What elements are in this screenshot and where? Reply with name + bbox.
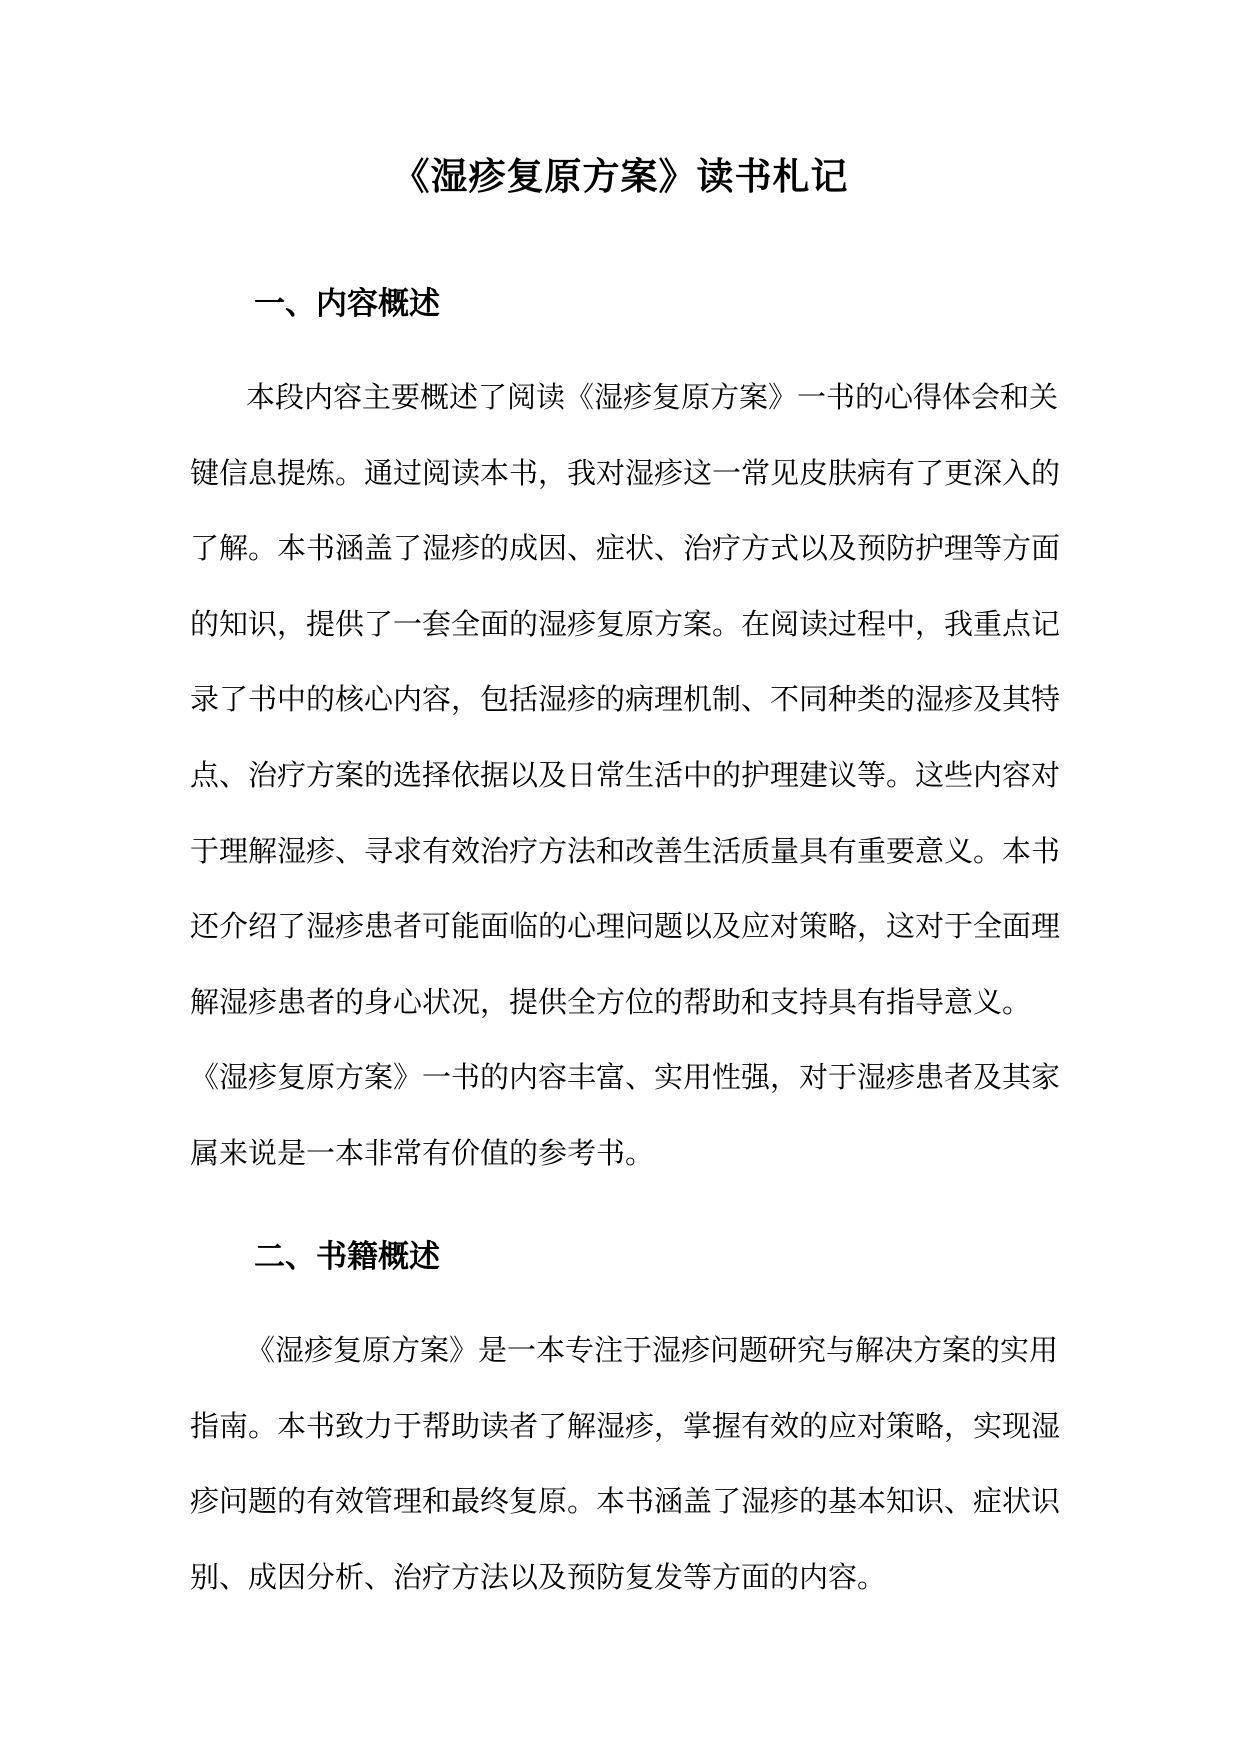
paragraph-line: 解湿疹患者的身心状况，提供全方位的帮助和支持具有指导意义。: [190, 984, 1032, 1019]
paragraph-line: 指南。本书致力于帮助读者了解湿疹，掌握有效的应对策略，实现湿: [190, 1408, 1061, 1443]
document-title: 《湿疹复原方案》读书札记: [392, 154, 849, 198]
paragraph-line: 《湿疹复原方案》一书的内容丰富、实用性强，对于湿疹患者及其家: [190, 1060, 1061, 1095]
paragraph-line: 还介绍了湿疹患者可能面临的心理问题以及应对策略，这对于全面理: [190, 909, 1061, 944]
section-paragraph-content-overview: [190, 360, 1061, 1192]
paragraph-line: 点、治疗方案的选择依据以及日常生活中的护理建议等。这些内容对: [190, 757, 1061, 792]
paragraph-line: 录了书中的核心内容，包括湿疹的病理机制、不同种类的湿疹及其特: [190, 682, 1061, 717]
section-paragraph-book-overview: [190, 1313, 1061, 1615]
paragraph-line: 属来说是一本非常有价值的参考书。: [190, 1135, 655, 1170]
paragraph-line: 键信息提炼。通过阅读本书，我对湿疹这一常见皮肤病有了更深入的: [190, 455, 1061, 490]
paragraph-line: 了解。本书涵盖了湿疹的成因、症状、治疗方式以及预防护理等方面: [190, 531, 1061, 566]
paragraph-line: 的知识，提供了一套全面的湿疹复原方案。在阅读过程中，我重点记: [190, 606, 1061, 641]
paragraph-line: 本段内容主要概述了阅读《湿疹复原方案》一书的心得体会和关: [246, 380, 1059, 414]
section-heading-book-overview: 二、书籍概述: [254, 1239, 440, 1275]
paragraph-line: 《湿疹复原方案》是一本专注于湿疹问题研究与解决方案的实用: [246, 1333, 1059, 1367]
paragraph-line: 疹问题的有效管理和最终复原。本书涵盖了湿疹的基本知识、症状识: [190, 1484, 1061, 1519]
paragraph-line: 于理解湿疹、寻求有效治疗方法和改善生活质量具有重要意义。本书: [190, 833, 1061, 868]
section-heading-content-overview: 一、内容概述: [254, 286, 440, 322]
paragraph-line: 别、成因分析、治疗方法以及预防复发等方面的内容。: [190, 1559, 887, 1594]
